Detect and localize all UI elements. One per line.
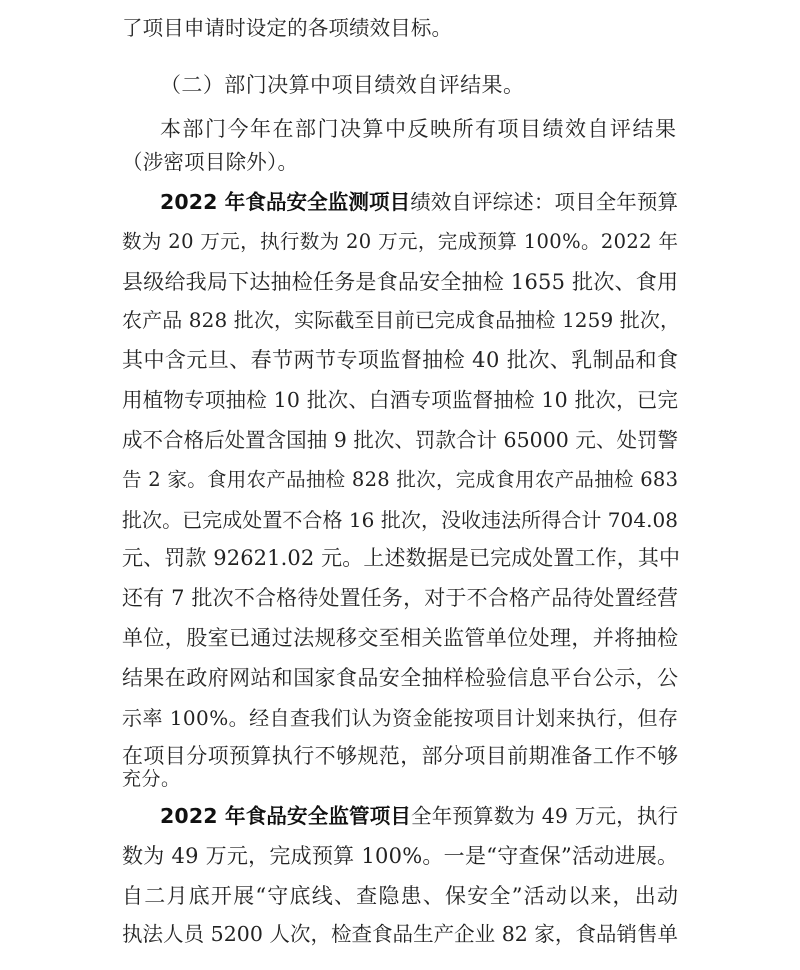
text-run: 示率 100%。经自查我们认为资金能按项目计划来执行，但存 xyxy=(122,706,679,730)
text-run: （涉密项目除外）。 xyxy=(122,150,299,174)
text-run: 绩效自评综述：项目全年预算 xyxy=(410,190,679,214)
paragraph-4-line-5 xyxy=(122,346,678,374)
paragraph-5-line-2 xyxy=(122,842,678,870)
paragraph-3-line-2 xyxy=(122,148,298,176)
paragraph-4-line-2 xyxy=(122,228,678,256)
paragraph-5-line-1 xyxy=(160,802,678,830)
text-run: 了项目申请时设定的各项绩效目标。 xyxy=(122,16,453,40)
paragraph-4-line-6 xyxy=(122,386,678,414)
text-run: 用植物专项抽检 10 批次、白酒专项监督抽检 10 批次，已完 xyxy=(122,388,679,412)
paragraph-4-line-10 xyxy=(122,544,680,572)
bold-heading-run: 2022 年食品安全监测项目 xyxy=(160,190,411,214)
text-run: 在项目分项预算执行不够规范，部分项目前期准备工作不够 xyxy=(122,744,679,768)
paragraph-4-line-9 xyxy=(122,506,678,534)
paragraph-4-line-8 xyxy=(122,466,678,494)
text-run: 还有 7 批次不合格待处置任务，对于不合格产品待处置经营 xyxy=(122,586,679,610)
paragraph-4-line-4 xyxy=(122,306,680,334)
text-run: 成不合格后处置含国抽 9 批次、罚款合计 65000 元、处罚警 xyxy=(122,428,679,452)
text-run: 数为 20 万元，执行数为 20 万元，完成预算 100%。2022 年 xyxy=(122,230,679,253)
bold-heading-run: 2022 年食品安全监管项目 xyxy=(160,804,412,828)
text-run: 县级给我局下达抽检任务是食品安全抽检 1655 批次、食用 xyxy=(122,270,679,294)
text-run: 结果在政府网站和国家食品安全抽样检验信息平台公示，公 xyxy=(122,666,679,690)
paragraph-5-line-3 xyxy=(122,882,679,910)
paragraph-4-line-7 xyxy=(122,426,678,454)
paragraph-4-line-13 xyxy=(122,664,678,692)
paragraph-1-line-1 xyxy=(122,14,452,42)
text-run: 批次。已完成处置不合格 16 批次，没收违法所得合计 704.08 xyxy=(122,508,679,532)
paragraph-4-line-14 xyxy=(122,704,678,732)
text-run: 执法人员 5200 人次，检查食品生产企业 82 家，食品销售单 xyxy=(122,922,679,946)
paragraph-5-line-4 xyxy=(122,920,678,948)
paragraph-4-line-15 xyxy=(122,742,678,770)
text-run: 告 2 家。食用农产品抽检 828 批次，完成食用农产品抽检 683 xyxy=(122,468,679,491)
paragraph-4-line-1 xyxy=(160,188,678,216)
text-run: 数为 49 万元，完成预算 100%。一是“守查保”活动进展。 xyxy=(122,844,679,868)
paragraph-3-line-1 xyxy=(160,115,678,143)
paragraph-4-line-3 xyxy=(122,268,678,296)
paragraph-4-line-11 xyxy=(122,584,678,612)
text-run: （二）部门决算中项目绩效自评结果。 xyxy=(160,73,525,97)
text-run: 自二月底开展“守底线、查隐患、保安全”活动以来，出动 xyxy=(122,884,680,908)
text-run: 农产品 828 批次，实际截至目前已完成食品抽检 1259 批次， xyxy=(122,308,681,332)
paragraph-4-line-12 xyxy=(122,624,678,652)
text-run: 充分。 xyxy=(122,768,181,790)
text-run: 元、罚款 92621.02 元。上述数据是已完成处置工作，其中 xyxy=(122,546,681,570)
text-run: 单位，股室已通过法规移交至相关监管单位处理，并将抽检 xyxy=(122,626,679,650)
paragraph-4-line-16 xyxy=(122,765,180,793)
text-run: 全年预算数为 49 万元，执行 xyxy=(411,804,679,828)
text-run: 本部门今年在部门决算中反映所有项目绩效自评结果 xyxy=(160,117,678,141)
paragraph-2-line-1 xyxy=(160,71,524,99)
text-run: 其中含元旦、春节两节专项监督抽检 40 批次、乳制品和食 xyxy=(122,348,679,372)
